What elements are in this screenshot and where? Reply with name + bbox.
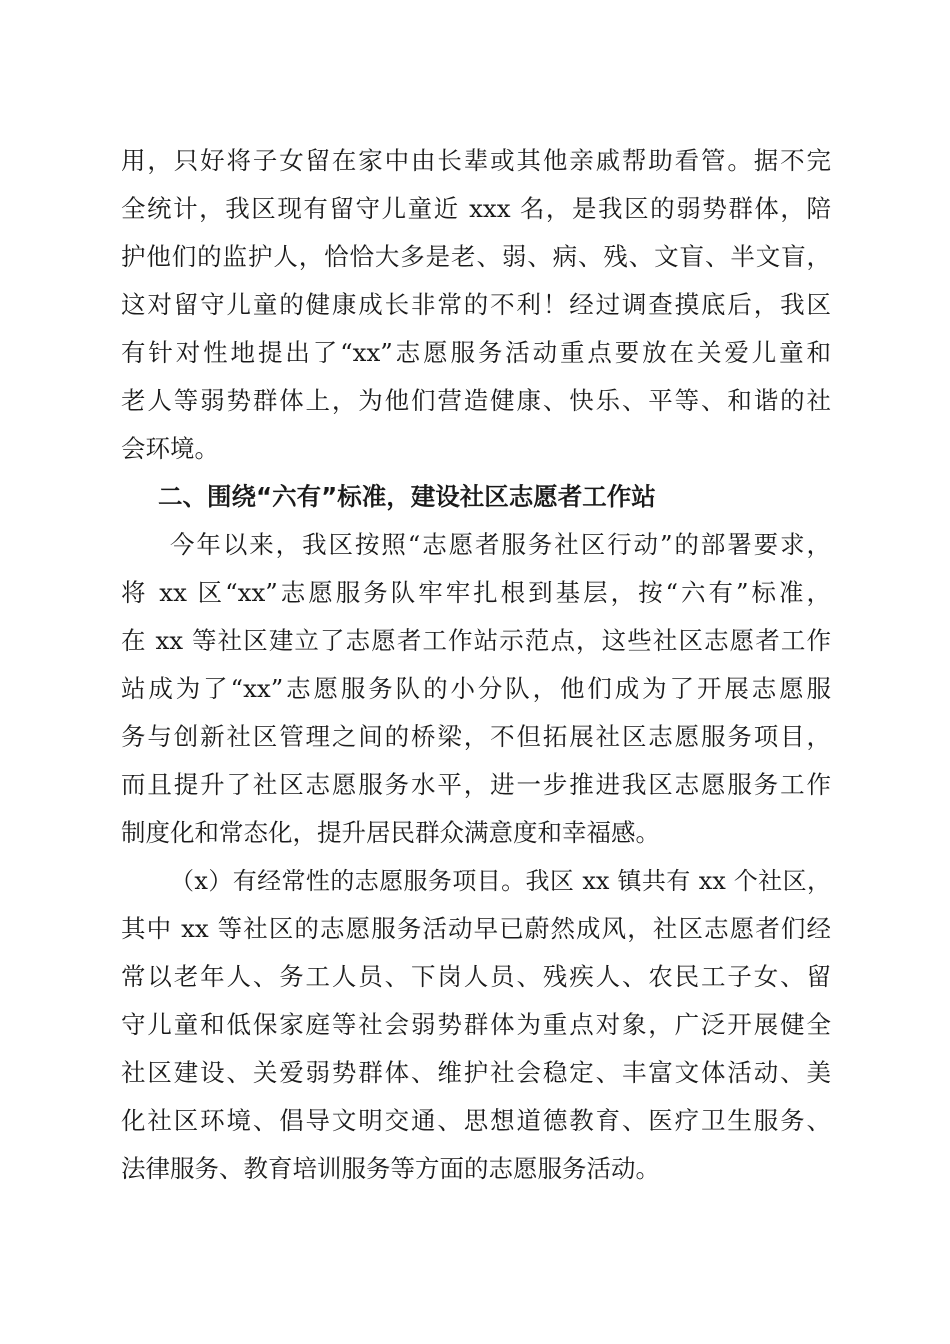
paragraph-line: （x）有经常性的志愿服务项目。我区 xx 镇共有 xx 个社区，	[170, 867, 831, 895]
paragraph-line: 化社区环境、倡导文明交通、思想道德教育、医疗卫生服务、	[121, 1106, 831, 1135]
paragraph-line: 其中 xx 等社区的志愿服务活动早已蔚然成风，社区志愿者们经	[121, 914, 831, 943]
section-heading: 二、围绕“六有”标准，建设社区志愿者工作站	[158, 482, 656, 511]
paragraph-line: 站成为了“xx”志愿服务队的小分队，他们成为了开展志愿服	[121, 674, 831, 703]
paragraph-line: 常以老年人、务工人员、下岗人员、残疾人、农民工子女、留	[121, 962, 831, 991]
paragraph-line: 制度化和常态化，提升居民群众满意度和幸福感。	[121, 818, 660, 847]
paragraph-line: 老人等弱势群体上，为他们营造健康、快乐、平等、和谐的社	[121, 386, 831, 415]
paragraph-line: 法律服务、教育培训服务等方面的志愿服务活动。	[121, 1154, 660, 1183]
paragraph-line: 在 xx 等社区建立了志愿者工作站示范点，这些社区志愿者工作	[121, 626, 831, 655]
paragraph-line: 护他们的监护人，恰恰大多是老、弱、病、残、文盲、半文盲，	[121, 242, 831, 271]
paragraph-line: 全统计，我区现有留守儿童近 xxx 名，是我区的弱势群体，陪	[121, 194, 831, 223]
paragraph-line: 有针对性地提出了“xx”志愿服务活动重点要放在关爱儿童和	[121, 338, 831, 367]
paragraph-line: 社区建设、关爱弱势群体、维护社会稳定、丰富文体活动、美	[121, 1058, 831, 1087]
paragraph-line: 这对留守儿童的健康成长非常的不利！经过调查摸底后，我区	[121, 290, 831, 319]
paragraph-line: 而且提升了社区志愿服务水平，进一步推进我区志愿服务工作	[121, 770, 831, 799]
paragraph-line: 守儿童和低保家庭等社会弱势群体为重点对象，广泛开展健全	[121, 1010, 831, 1039]
paragraph-line: 会环境。	[121, 434, 219, 463]
paragraph-line: 用，只好将子女留在家中由长辈或其他亲戚帮助看管。据不完	[121, 146, 831, 175]
paragraph-line: 务与创新社区管理之间的桥梁，不但拓展社区志愿服务项目，	[121, 722, 831, 751]
paragraph-line: 今年以来，我区按照“志愿者服务社区行动”的部署要求，	[170, 530, 831, 559]
paragraph-line: 将 xx 区“xx”志愿服务队牢牢扎根到基层，按“六有”标准，	[121, 578, 831, 607]
